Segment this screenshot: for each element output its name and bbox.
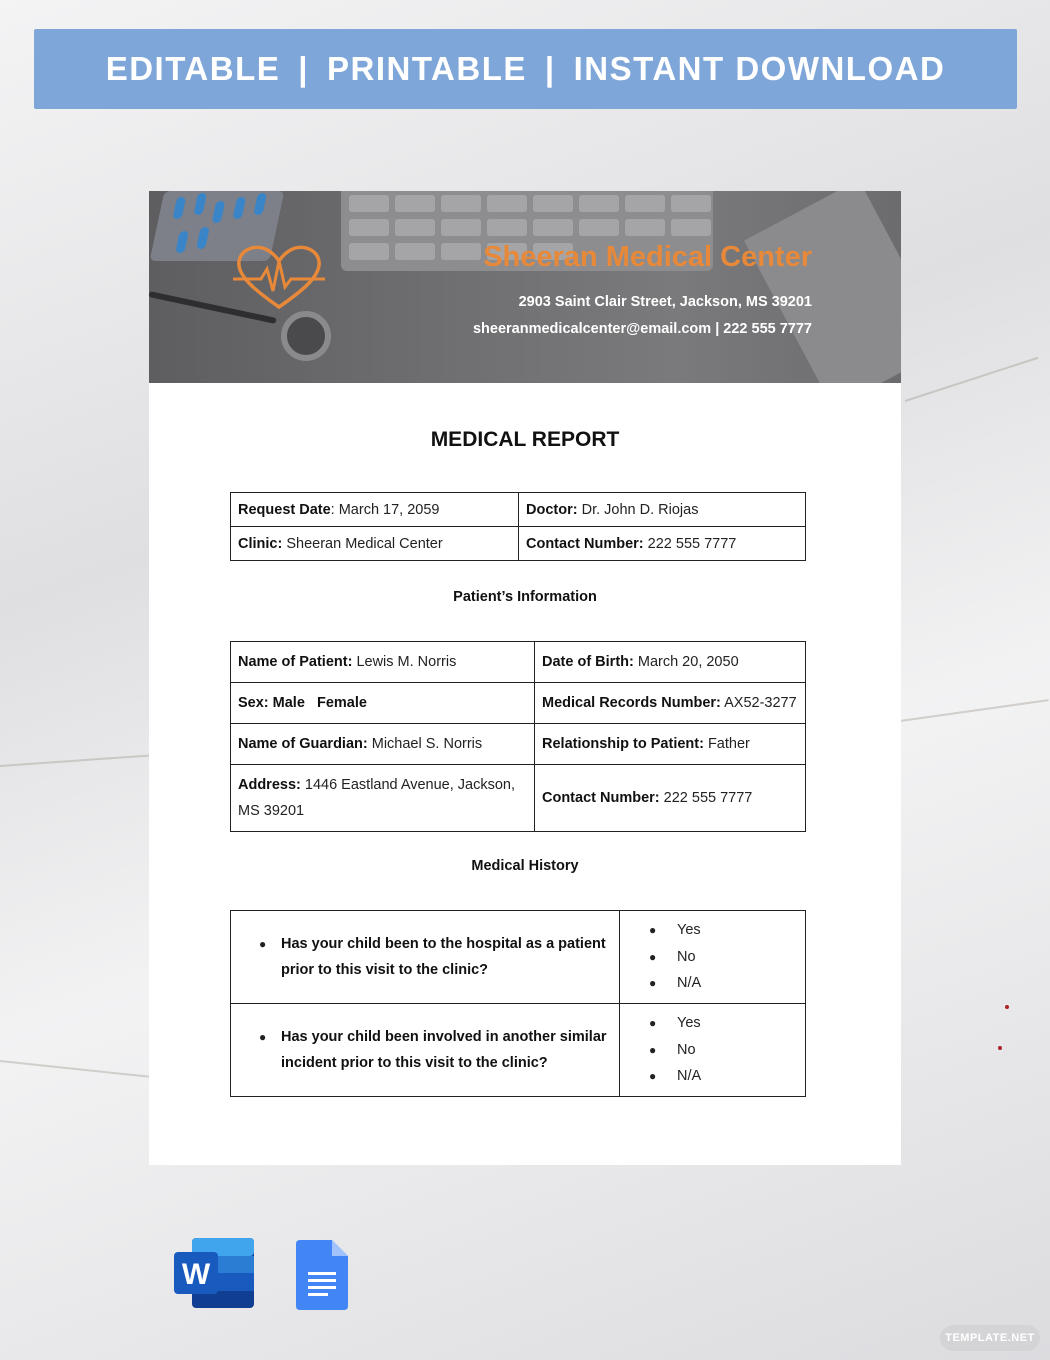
bullet-icon: ● [259,937,267,951]
banner-separator: | [544,50,556,87]
clinic-contact-cell: Contact Number: 222 555 7777 [519,527,806,561]
medical-records-number-cell: Medical Records Number: AX52-3277 [535,683,806,724]
sex-cell: Sex: Male Female [231,683,535,724]
history-question-cell [231,1004,620,1097]
marble-vein [0,1060,149,1078]
clinic-cell: Clinic: Sheeran Medical Center [231,527,519,561]
marble-stain [998,1046,1002,1050]
request-date-cell: Request Date: March 17, 2059 [231,493,519,527]
patient-info-table [230,641,806,832]
document-page [149,191,901,1165]
bullet-icon: ● [649,923,657,938]
bullet-icon: ● [259,1030,267,1044]
bullet-icon: ● [649,976,657,991]
banner-item-editable: EDITABLE [105,50,281,87]
history-options-cell [620,1004,806,1097]
bullet-icon: ● [649,1042,657,1057]
document-title: MEDICAL REPORT [430,428,620,451]
answer-options [627,1010,798,1090]
history-question: Has your child been to the hospital as a patient prior to this visit to the clinic? [281,936,606,978]
request-info-table [230,492,806,561]
svg-text:W: W [181,1258,211,1291]
patient-contact-cell: Contact Number: 222 555 7777 [535,765,806,832]
history-section-title: Medical History [471,858,579,874]
banner-item-instant-download: INSTANT DOWNLOAD [573,50,946,87]
organization-contact: sheeranmedicalcenter@email.com | 222 555 7777 [472,321,812,337]
guardian-cell: Name of Guardian: Michael S. Norris [231,724,535,765]
marble-vein [900,699,1049,722]
letterhead [149,191,901,383]
google-docs-icon [296,1240,348,1310]
answer-option-na[interactable]: ● N/A [649,1063,798,1090]
marble-vein [905,357,1039,402]
answer-option-no[interactable]: ● No [649,944,798,971]
heartbeat-logo-icon [233,243,325,311]
answer-option-no[interactable]: ● No [649,1037,798,1064]
bullet-icon: ● [649,1016,657,1031]
doctor-cell: Doctor: Dr. John D. Riojas [519,493,806,527]
medical-history-table [230,910,806,1097]
answer-options [627,917,798,997]
banner-separator: | [298,50,309,87]
banner-item-printable: PRINTABLE [326,50,527,87]
date-of-birth-cell: Date of Birth: March 20, 2050 [535,642,806,683]
bullet-icon: ● [649,1069,657,1084]
organization-address: 2903 Saint Clair Street, Jackson, MS 39201 [518,294,812,310]
bullet-icon: ● [649,949,657,964]
answer-option-yes[interactable]: ● Yes [649,1010,798,1037]
history-question: Has your child been involved in another similar incident prior to this visit to the clinic? [281,1029,607,1071]
history-question-cell [231,911,620,1004]
answer-option-na[interactable]: ● N/A [649,970,798,997]
template-net-watermark[interactable]: TEMPLATE.NET [940,1325,1040,1351]
patient-section-title: Patient’s Information [453,589,597,605]
organization-name: Sheeran Medical Center [483,241,812,273]
answer-option-yes[interactable]: ● Yes [649,917,798,944]
history-options-cell [620,911,806,1004]
marble-stain [1005,1005,1009,1009]
stethoscope-image [281,311,331,361]
feature-banner [34,29,1017,109]
clipboard-image [744,191,901,383]
address-cell: Address: 1446 Eastland Avenue, Jackson, MS 39201 [231,765,535,832]
patient-name-cell: Name of Patient: Lewis M. Norris [231,642,535,683]
relationship-cell: Relationship to Patient: Father [535,724,806,765]
microsoft-word-icon [174,1238,254,1308]
